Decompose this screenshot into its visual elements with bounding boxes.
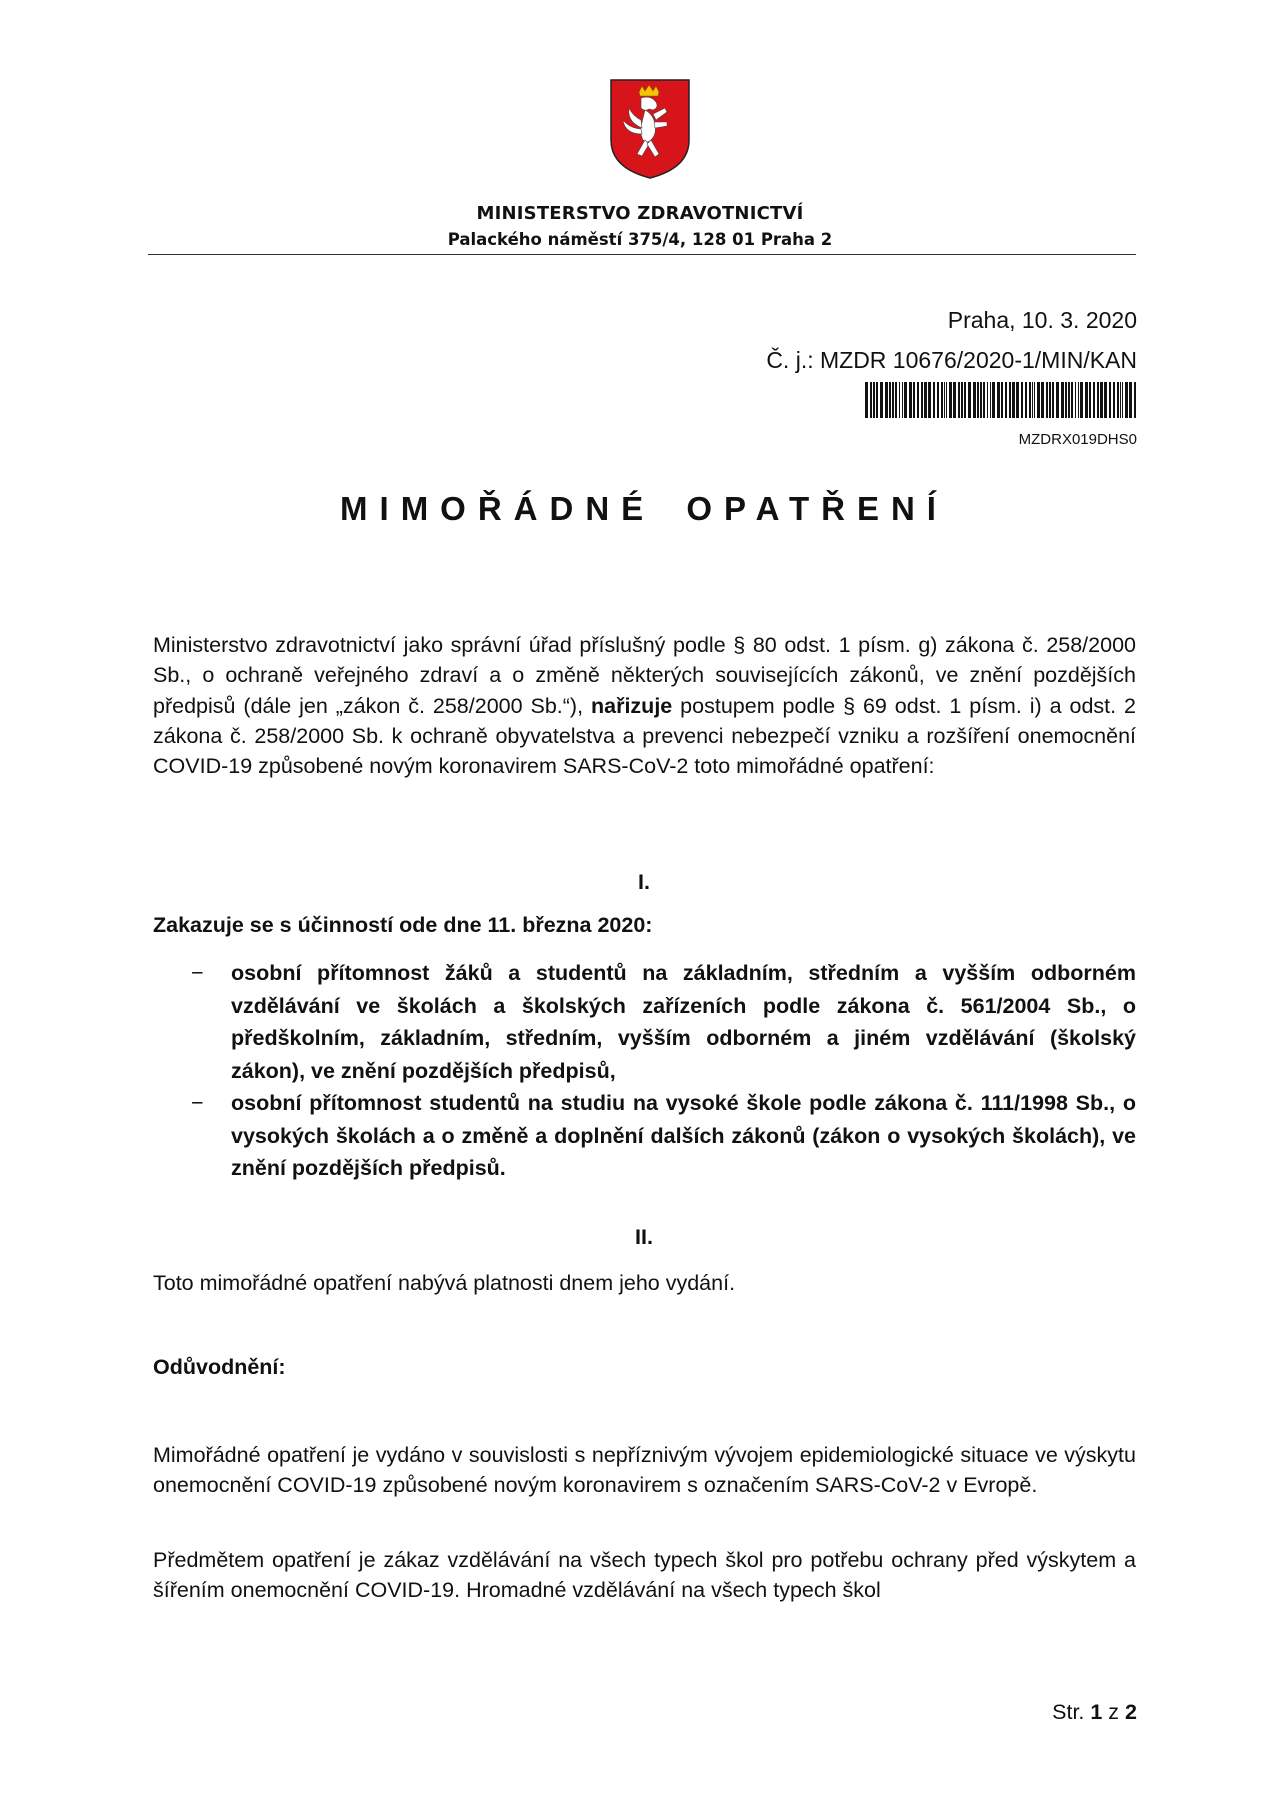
bullet-text: osobní přítomnost žáků a studentů na základním, středním a vyšším odborném vzdělávání ve školách a školských zařízeních podle zákona č. 561/2004 Sb., o předškolním, základním, středním, vyšším odborném a jiném vzdělávání (školský zákon), ve znění pozdějších předpisů, <box>231 961 1136 1083</box>
bullet-dash: − <box>191 1091 204 1115</box>
ministry-name: MINISTERSTVO ZDRAVOTNICTVÍ <box>476 203 804 224</box>
intro-part-2: postupem podle § 69 odst. 1 písm. i) a odst. 2 zákona č. 258/2000 Sb. k ochraně obyvatelstva a prevenci nebezpečí vzniku a rozšíření onemocnění COVID-19 způsobené novým koronavirem SARS-CoV-2 toto mimořádné opatření: <box>153 693 1136 779</box>
bullet-item-1 <box>153 957 1136 1087</box>
intro-part-1: Ministerstvo zdravotnictví jako správní úřad příslušný podle § 80 odst. 1 písm. g) zákona č. 258/2000 Sb., o ochraně veřejného zdraví a o změně některých souvisejících zákonů, ve znění pozdějších předpisů (dále jen „zákon č. 258/2000 Sb.“), <box>153 633 1136 718</box>
page-separator: z <box>1102 1700 1126 1724</box>
header-divider <box>148 254 1136 255</box>
barcode-caption: MZDRX019DHS0 <box>1018 431 1137 448</box>
czech-coat-of-arms-logo <box>609 78 691 180</box>
document-date: Praha, 10. 3. 2020 <box>947 307 1137 333</box>
page-current: 1 <box>1090 1700 1103 1724</box>
section-1-number: I. <box>638 870 650 894</box>
justification-paragraph-1: Mimořádné opatření je vydáno v souvislosti s nepříznivým vývojem epidemiologické situace ve výskytu onemocnění COVID-19 způsobené novým koronavirem s označením SARS-CoV-2 v Evropě. <box>153 1443 1136 1498</box>
page-total: 2 <box>1125 1700 1137 1724</box>
document-title-text: MIMOŘÁDNÉ OPATŘENÍ <box>340 490 948 527</box>
bullet-item-2 <box>153 1087 1136 1185</box>
intro-bold-verb: nařizuje <box>591 693 673 718</box>
page-number <box>1052 1700 1137 1725</box>
section-2-text: Toto mimořádné opatření nabývá platnosti dnem jeho vydání. <box>153 1271 736 1295</box>
section-1-lead: Zakazuje se s účinností ode dne 11. března 2020: <box>153 913 653 937</box>
bullet-dash: − <box>191 961 204 985</box>
intro-paragraph <box>153 630 1136 781</box>
section-2-number: II. <box>635 1225 653 1249</box>
barcode-image <box>865 382 1137 418</box>
page-prefix: Str. <box>1052 1700 1091 1724</box>
bullet-text: osobní přítomnost studentů na studiu na vysoké škole podle zákona č. 111/1998 Sb., o vysokých školách a o změně a doplnění dalších zákonů (zákon o vysokých školách), ve znění pozdějších předpisů. <box>231 1091 1136 1180</box>
ministry-address: Palackého náměstí 375/4, 128 01 Praha 2 <box>447 230 833 249</box>
reference-number: Č. j.: MZDR 10676/2020-1/MIN/KAN <box>766 347 1137 373</box>
justification-paragraph-2: Předmětem opatření je zákaz vzdělávání na všech typech škol pro potřebu ochrany před výskytem a šířením onemocnění COVID-19. Hromadné vzdělávání na všech typech škol <box>153 1548 1136 1603</box>
justification-heading: Odůvodnění: <box>153 1355 286 1379</box>
document-title <box>0 490 1280 528</box>
